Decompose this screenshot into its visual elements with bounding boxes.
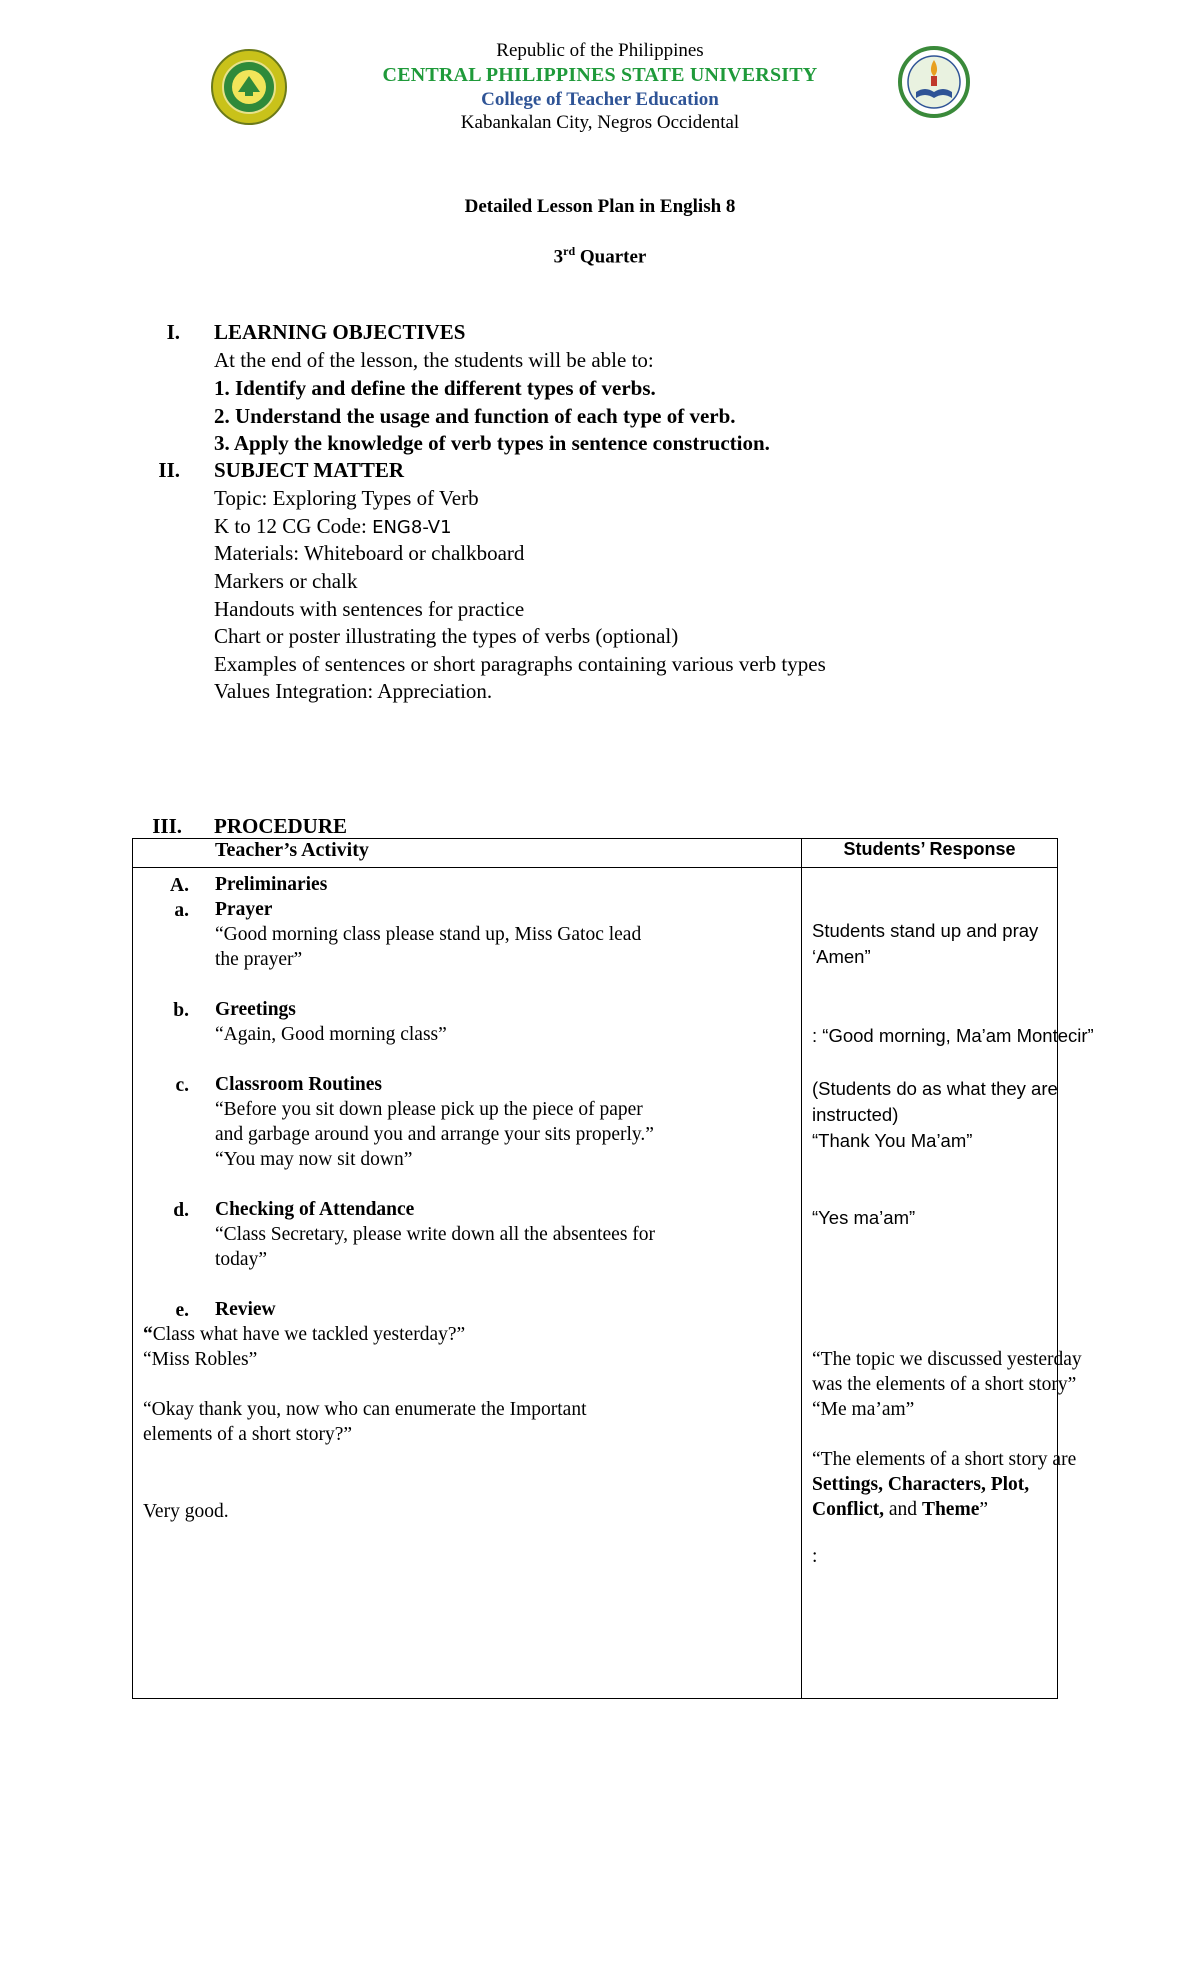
topic-line: Topic: Exploring Types of Verb bbox=[214, 486, 479, 510]
teacher-line: the prayer” bbox=[215, 949, 303, 970]
cg-code-label: K to 12 CG Code: bbox=[214, 514, 373, 538]
step-title: Classroom Routines bbox=[215, 1074, 383, 1095]
step-letter: d. bbox=[173, 1200, 189, 1221]
teacher-line: Very good. bbox=[143, 1501, 229, 1522]
student-response: : “Good morning, Ma’am Montecir” bbox=[812, 1025, 1094, 1046]
teacher-line-text: Class what have we tackled yesterday?” bbox=[152, 1324, 466, 1345]
objective-item: 1. Identify and define the different types of verbs. bbox=[214, 376, 656, 400]
teacher-line bbox=[143, 1322, 465, 1347]
joiner-and: and bbox=[884, 1499, 922, 1520]
student-response: Settings, Characters, Plot, bbox=[812, 1474, 1030, 1495]
objective-item: 2. Understand the usage and function of each type of verb. bbox=[214, 404, 736, 428]
header-country: Republic of the Philippines bbox=[496, 40, 704, 61]
objectives-intro: At the end of the lesson, the students will be able to: bbox=[214, 348, 654, 372]
step-letter: b. bbox=[173, 1000, 189, 1021]
student-response: was the elements of a short story” bbox=[812, 1374, 1077, 1395]
step-letter: c. bbox=[175, 1075, 189, 1096]
materials-line: Examples of sentences or short paragraphs containing various verb types bbox=[214, 652, 826, 676]
header-address: Kabankalan City, Negros Occidental bbox=[460, 112, 740, 133]
student-response: “The elements of a short story are bbox=[812, 1449, 1077, 1470]
teacher-line: and garbage around you and arrange your sits properly.” bbox=[215, 1124, 654, 1145]
teacher-line: today” bbox=[215, 1249, 267, 1270]
teacher-line: elements of a short story?” bbox=[143, 1424, 353, 1445]
header-university: CENTRAL PHILIPPINES STATE UNIVERSITY bbox=[382, 64, 818, 86]
emph-conflict: Conflict, bbox=[812, 1499, 885, 1520]
document-title: Detailed Lesson Plan in English 8 bbox=[464, 196, 736, 217]
student-response: (Students do as what they are bbox=[812, 1078, 1058, 1099]
step-letter: e. bbox=[175, 1300, 189, 1321]
quarter-word: Quarter bbox=[579, 246, 647, 268]
header-college: College of Teacher Education bbox=[481, 89, 719, 110]
close-quote: ” bbox=[979, 1499, 988, 1520]
students-response-cell bbox=[802, 868, 1094, 1699]
section2-number: II. bbox=[158, 458, 180, 482]
section3-heading: PROCEDURE bbox=[214, 814, 348, 838]
procedure-table-header bbox=[133, 839, 1058, 868]
teacher-line: “You may now sit down” bbox=[215, 1149, 413, 1170]
teacher-activity-header: Teacher’s Activity bbox=[133, 839, 802, 868]
teacher-line: “Okay thank you, now who can enumerate the Important bbox=[143, 1399, 587, 1420]
step-letter: a. bbox=[174, 900, 189, 921]
objective-item: 3. Apply the knowledge of verb types in sentence construction. bbox=[214, 431, 770, 455]
teacher-line: “Again, Good morning class” bbox=[215, 1024, 447, 1045]
step-title: Greetings bbox=[215, 999, 296, 1020]
student-response: Students stand up and pray bbox=[812, 920, 1039, 941]
emph-theme: Theme bbox=[921, 1499, 980, 1520]
values-integration: Values Integration: Appreciation. bbox=[214, 679, 493, 703]
step-title: Preliminaries bbox=[215, 874, 328, 895]
open-quote: “ bbox=[143, 1324, 153, 1345]
student-response: instructed) bbox=[812, 1104, 899, 1125]
teacher-activity-cell bbox=[133, 868, 802, 1699]
teacher-line: “Good morning class please stand up, Miss Gatoc lead bbox=[215, 924, 642, 945]
cg-code-line bbox=[214, 514, 452, 539]
section3-number: III. bbox=[152, 814, 182, 838]
cg-code-value: ENG8-V1 bbox=[372, 517, 452, 538]
materials-line: Chart or poster illustrating the types of verbs (optional) bbox=[214, 624, 679, 648]
quarter-label bbox=[0, 244, 1200, 268]
student-response: “Yes ma’am” bbox=[812, 1207, 916, 1228]
step-title: Review bbox=[215, 1299, 276, 1320]
step-title: Checking of Attendance bbox=[215, 1199, 415, 1220]
section2-heading: SUBJECT MATTER bbox=[214, 458, 405, 482]
student-response bbox=[812, 1497, 988, 1522]
teacher-line: “Before you sit down please pick up the piece of paper bbox=[215, 1099, 643, 1120]
student-response: “The topic we discussed yesterday bbox=[812, 1349, 1082, 1370]
teacher-line: “Miss Robles” bbox=[143, 1349, 258, 1370]
step-letter: A. bbox=[170, 875, 189, 896]
quarter-suffix: rd bbox=[563, 244, 576, 258]
procedure-table-row bbox=[133, 868, 1058, 1699]
student-response: “Thank You Ma’am” bbox=[812, 1130, 973, 1151]
students-response-header: Students’ Response bbox=[802, 839, 1058, 868]
materials-line: Markers or chalk bbox=[214, 569, 358, 593]
teacher-line: “Class Secretary, please write down all the absentees for bbox=[215, 1224, 656, 1245]
quarter-number: 3 bbox=[553, 246, 564, 268]
step-title: Prayer bbox=[215, 899, 273, 920]
student-response: ‘Amen” bbox=[812, 946, 871, 967]
section1-number: I. bbox=[166, 320, 180, 344]
procedure-table bbox=[132, 838, 1094, 1699]
student-response: “Me ma’am” bbox=[812, 1399, 915, 1420]
section1-heading: LEARNING OBJECTIVES bbox=[214, 320, 466, 344]
materials-line: Materials: Whiteboard or chalkboard bbox=[214, 541, 525, 565]
student-response: : bbox=[812, 1546, 818, 1567]
materials-line: Handouts with sentences for practice bbox=[214, 597, 525, 621]
